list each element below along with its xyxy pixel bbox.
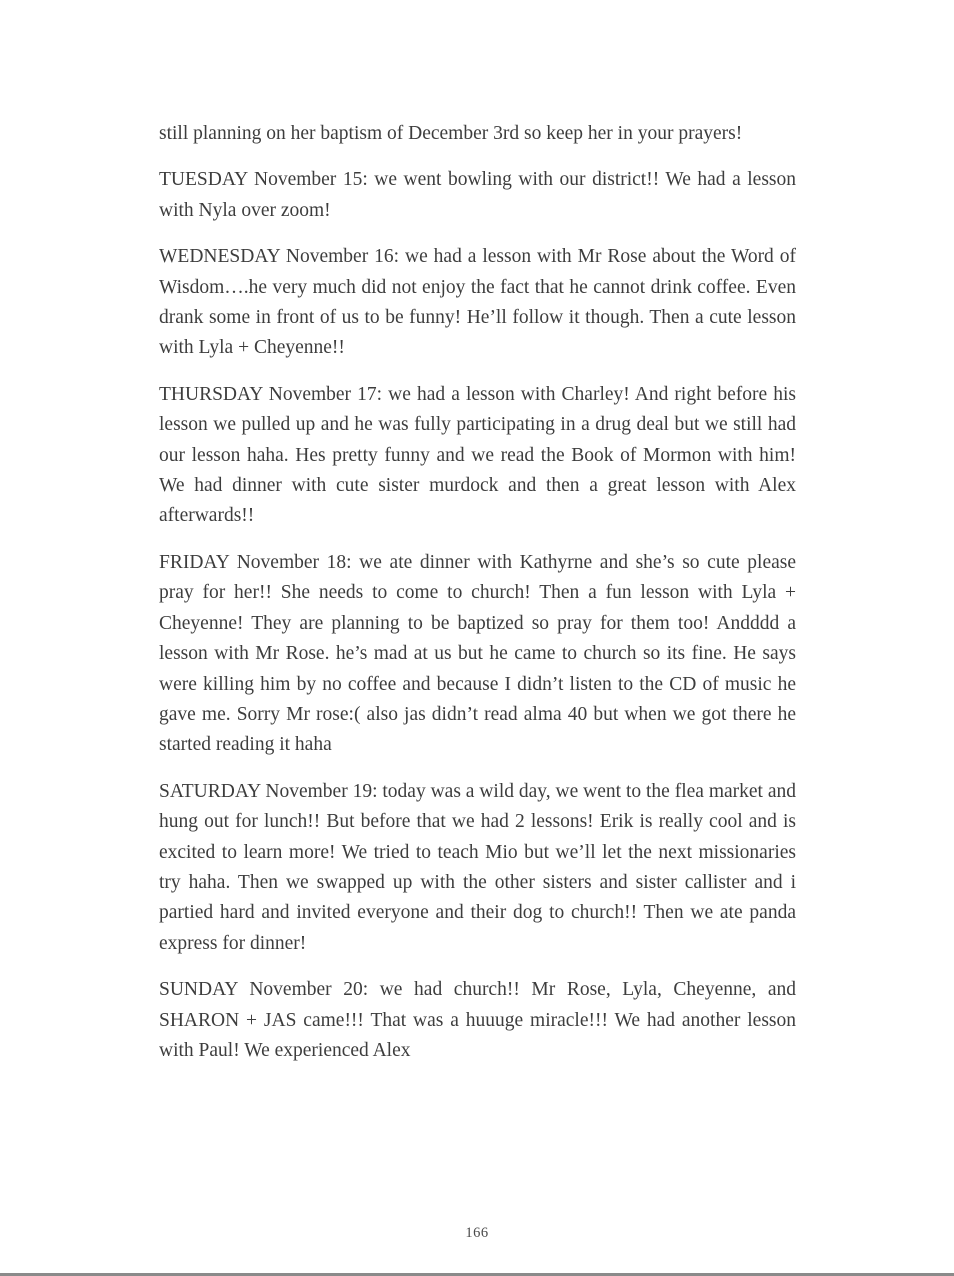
paragraph-baptism-prayers: still planning on her baptism of December 3rd so keep her in your prayers! <box>159 123 743 144</box>
paragraph-wednesday-nov-16: WEDNESDAY November 16: we had a lesson with Mr Rose about the Word of Wisdom….he very much did not enjoy the fact that he cannot drink coffee. Even drank some in front of us to be funny! He’ll follow it though. Then a cute lesson with Lyla + Cheyenne!! <box>159 246 796 359</box>
paragraph-tuesday-nov-15: TUESDAY November 15: we went bowling with our district!! We had a lesson with Nyla over zoom! <box>159 169 796 221</box>
paragraph-thursday-nov-17: THURSDAY November 17: we had a lesson with Charley! And right before his lesson we pulled up and he was fully participating in a drug deal but we still had our lesson haha. Hes pretty funny and we read the Book of Mormon with him! We had dinner with cute sister murdock and then a great lesson with Alex afterwards!! <box>159 383 796 527</box>
paragraph-friday-nov-18: FRIDAY November 18: we ate dinner with Kathyrne and she’s so cute please pray for her!! She needs to come to church! Then a fun lesson with Lyla + Cheyenne! They are planning to be baptized so pray for them too! Andddd a lesson with Mr Rose. he’s mad at us but he came to church so its fine. He says were killing him by no coffee and because I didn’t listen to the CD of music he gave me. Sorry Mr rose:( also jas didn’t read alma 40 but when we got there he started reading it haha <box>159 551 796 756</box>
paragraph-saturday-nov-19: SATURDAY November 19: today was a wild day, we went to the flea market and hung out for lunch!! But before that we had 2 lessons! Erik is really cool and is excited to learn more! We tried to teach Mio but we’ll let the next missionaries try haha. Then we swapped up with the other sisters and sister callister and i partied hard and invited everyone and their dog to church!! Then we ate panda express for dinner! <box>159 780 796 954</box>
page-text-block <box>159 119 796 1082</box>
paragraph-sunday-nov-20: SUNDAY November 20: we had church!! Mr Rose, Lyla, Cheyenne, and SHARON + JAS came!!! That was a huuuge miracle!!! We had another lesson with Paul! We experienced Alex <box>159 979 796 1061</box>
page-number: 166 <box>465 1225 489 1241</box>
